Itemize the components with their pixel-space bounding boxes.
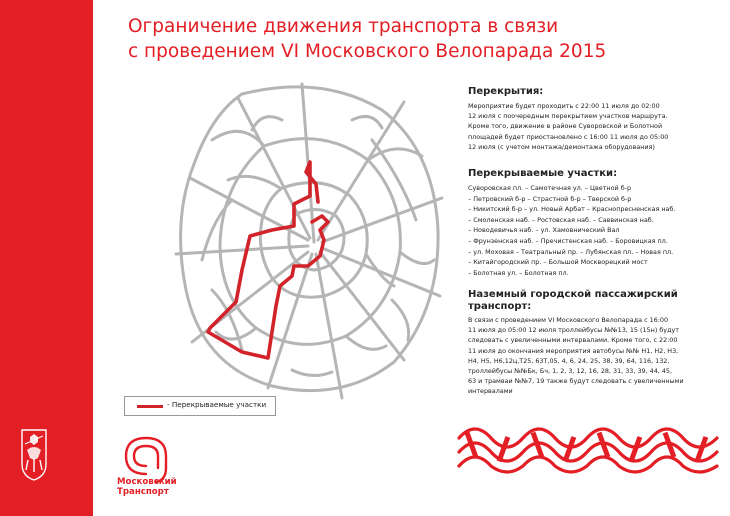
- moscow-coat-of-arms-icon: [19, 428, 49, 482]
- segment-item: – Петровский б-р – Страстной б-р – Тверской б-р: [468, 194, 632, 203]
- logo-text: [117, 477, 177, 497]
- moscow-road-map: [172, 80, 447, 400]
- transport-line: интервалами: [468, 387, 513, 396]
- transport-heading-1: Наземный городской пассажирский: [468, 289, 678, 300]
- closures-section: [468, 86, 723, 152]
- page-title: [128, 14, 688, 64]
- transport-line: В связи с проведением VI Московского Велопарада с 16:00: [468, 316, 669, 324]
- closures-line: 12 июля с поочередным перекрытием участков маршрута.: [468, 112, 668, 121]
- wave-ornament-icon: [455, 418, 723, 480]
- segment-item: – Никитский б-р – ул. Новый Арбат – Краснопресненская наб.: [468, 205, 676, 214]
- red-sidebar: [0, 0, 93, 516]
- segment-item: – Болотная ул. – Болотная пл.: [468, 268, 569, 277]
- closures-heading: Перекрытия:: [468, 86, 544, 97]
- transport-line: 11 июля до окончания мероприятия автобусы №№ Н1, Н2, Н3,: [468, 346, 679, 355]
- closures-line: площадей будет приостановлено с 16:00 11 июля до 05:00: [468, 132, 669, 141]
- logo-line-1: Московский: [117, 477, 177, 487]
- segment-item: – Смоленская наб. – Ростовская наб. – Саввинская наб.: [468, 215, 654, 224]
- closures-line: Мероприятие будет проходить с 22:00 11 июля до 02:00: [468, 102, 660, 110]
- transport-line: Н4, Н5, Н6,12ц,Т25, 63Т,05, 4, 6, 24, 25, 38, 39, 64, 116, 132,: [468, 356, 670, 365]
- title-line-2: с проведением VI Московского Велопарада 2015: [128, 41, 607, 62]
- closures-line: Кроме того, движение в районе Суворовской и Болотной: [468, 122, 663, 131]
- title-line-1: Ограничение движения транспорта в связи: [128, 16, 559, 37]
- map-legend: [124, 396, 276, 416]
- legend-route-swatch: [137, 405, 163, 408]
- segment-item: – ул. Моховая – Театральный пр. – Лубянская пл. – Новая пл.: [468, 247, 674, 256]
- segments-heading: Перекрываемые участки:: [468, 168, 618, 179]
- moscow-transport-logo-icon: [110, 428, 190, 512]
- transport-section: [468, 289, 723, 397]
- segment-item: – Новодевичья наб. – ул. Хамовнический Вал: [468, 226, 620, 235]
- legend-label: - Перекрываемые участки: [167, 400, 267, 409]
- transport-line: троллейбусы №№Бк, Бч, 1, 2, 3, 12, 16, 28, 31, 33, 39, 44, 45,: [468, 367, 672, 376]
- segment-item: – Фрунзенская наб. – Пречистенская наб. – Боровицкая пл.: [468, 236, 668, 245]
- transport-line: 63 и трамваи №№7, 19 также будут следовать с увеличенными: [468, 377, 684, 386]
- transport-line: следовать с увеличенными интервалами. Кроме того, с 22:00: [468, 336, 678, 345]
- closures-line: 12 июля (с учетом монтажа/демонтажа оборудования): [468, 142, 655, 151]
- segment-item: – Китайгородский пр. – Большой Москворецкий мост: [468, 258, 648, 267]
- segment-item: Суворовская пл. – Самотечная ул. – Цветной б-р: [468, 184, 631, 192]
- segments-section: [468, 168, 723, 278]
- transport-heading-2: транспорт:: [468, 301, 532, 312]
- logo-line-2: Транспорт: [117, 487, 169, 497]
- transport-line: 11 июля до 05:00 12 июля троллейбусы №№13, 15 (15н) будут: [468, 326, 680, 335]
